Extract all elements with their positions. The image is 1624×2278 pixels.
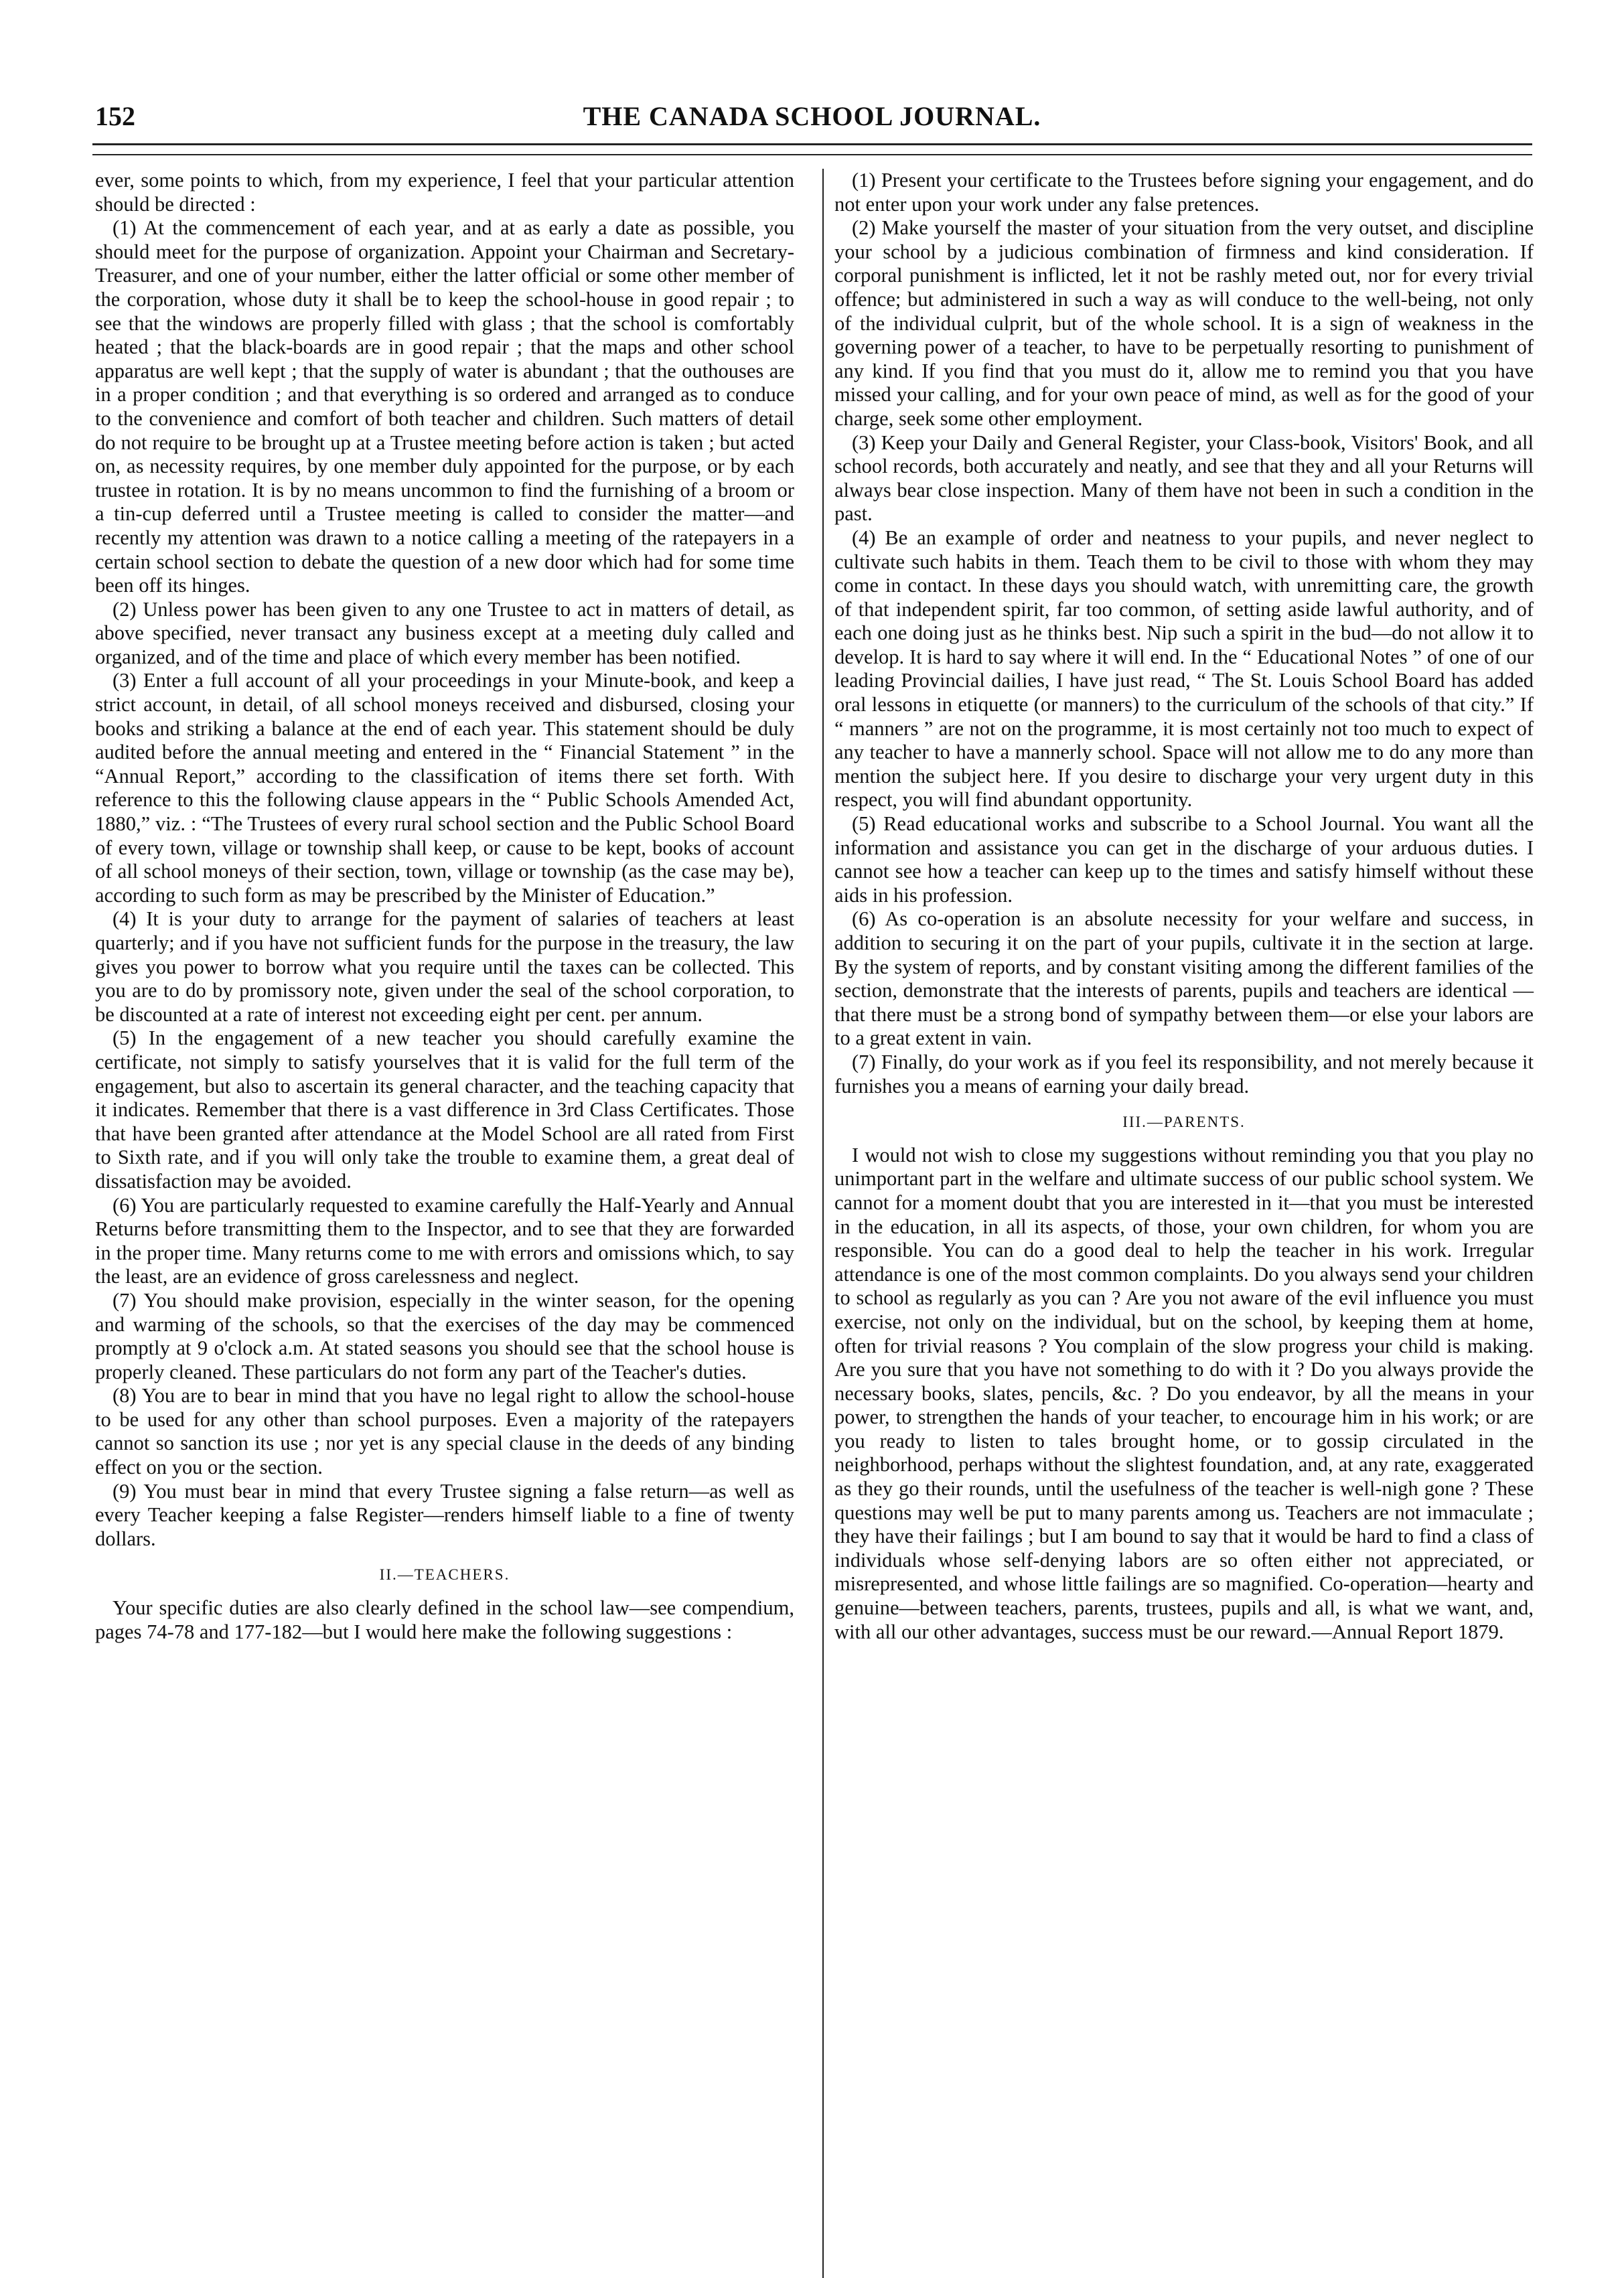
paragraph: (7) Finally, do your work as if you feel its responsibility, and not merely because it furnishes you a means of earning your daily bread.: [834, 1050, 1534, 1097]
paragraph: (1) Present your certificate to the Trustees before signing your engagement, and do not enter upon your work under any false pretences.: [834, 169, 1534, 216]
paragraph: ever, some points to which, from my experience, I feel that your particular attention should be directed :: [95, 169, 794, 216]
right-column: [834, 169, 1534, 1644]
paragraph: I would not wish to close my suggestions without reminding you that you play no unimportant part in the welfare and ultimate success of our public school system. We cannot for a moment doubt that you are interested in it—that you must be interested in the education, in all its aspects, of those, your own children, for whom you are responsible. You can do a good deal to help the teacher in his work. Irregular attendance is one of the most common complaints. Do you always send your children to school as regularly as you can ? Are you not aware of the evil influence you must exercise, not only on the individual, but on the school, by keeping them at home, often for trivial reasons ? You complain of the slow progress your child is making. Are you sure that you have not something to do with it ? Do you always provide the necessary books, slates, pencils, &c. ? Do you endeavor, by all the means in your power, to strengthen the hands of your teacher, to encourage him in his work; or are you ready to listen to tales brought home, or to gossip circulated in the neighborhood, perhaps without the slightest foundation, and, at any rate, exaggerated as they go their rounds, until the usefulness of the teacher is well-nigh gone ? These questions may well be put to many parents among us. Teachers are not immaculate ; they have their failings ; but I am bound to say that it would be hard to find a class of individuals whose self-denying labors are so often either not appreciated, or misrepresented, and whose little failings are so magnified. Co-operation—hearty and genuine—between teachers, parents, trustees, pupils and all, is what we want, and, with all our other advantages, success must be our reward.—Annual Report 1879.: [834, 1143, 1534, 1643]
paragraph: (5) Read educational works and subscribe to a School Journal. You want all the information and assistance you can get in the discharge of your arduous duties. I cannot see how a teacher can keep up to the times and satisfy himself without these aids in his profession.: [834, 812, 1534, 907]
paragraph: (2) Make yourself the master of your situation from the very outset, and discipline your school by a judicious combination of firmness and kind consideration. If corporal punishment is inflicted, let it not be rashly meted out, nor for every trivial offence; but administered in such a way as will conduce to the well-being, not only of the individual culprit, but of the whole school. It is a sign of weakness in the governing power of a teacher, to have to be perpetually resorting to punishment of any kind. If you find that you must do it, allow me to remind you that you have missed your calling, and for your own peace of mind, as well as for the good of your charge, seek some other employment.: [834, 216, 1534, 430]
left-column: [95, 169, 794, 1644]
section-heading-parents: III.—PARENTS.: [1122, 1114, 1246, 1131]
paragraph: (1) At the commencement of each year, and at as early a date as possible, you should meet for the purpose of organization. Appoint your Chairman and Secretary-Treasurer, and one of your number, either the latter official or some other member of the corporation, whose duty it shall be to keep the school-house in good repair ; to see that the windows are properly filled with glass ; that the school is comfortably heated ; that the black-boards are in good repair ; that the maps and other school apparatus are well kept ; that the supply of water is abundant ; that the outhouses are in a proper condition ; and that everything is so ordered and arranged as to conduce to the convenience and comfort of both teacher and children. Such matters of detail do not require to be brought up at a Trustee meeting before action is taken ; but acted on, as necessity requires, by one member duly appointed for the purpose, or by each trustee in rotation. It is by no means uncommon to find the furnishing of a broom or a tin-cup deferred until a Trustee meeting is called to consider the matter—and recently my attention was drawn to a notice calling a meeting of the ratepayers in a certain school section to debate the question of a new door which had for some time been off its hinges.: [95, 216, 794, 597]
paragraph: (4) Be an example of order and neatness to your pupils, and never neglect to cultivate such habits in them. Teach them to be civil to those with whom they may come in contact. In these days you should watch, with unremitting care, the growth of that independent spirit, far too common, of setting aside lawful authority, and of each one doing just as he thinks best. Nip such a spirit in the bud—do not allow it to develop. It is hard to say where it will end. In the “ Educational Notes ” of one of our leading Provincial dailies, I have just read, “ The St. Louis School Board has added oral lessons in etiquette (or manners) to the curriculum of the schools of that city.” If “ manners ” are not on the programme, it is most certainly not too much to expect of any teacher to have a mannerly school. Space will not allow me to do any more than mention the subject here. If you desire to discharge your very urgent duty in this respect, you will find abundant opportunity.: [834, 526, 1534, 812]
paragraph: (3) Enter a full account of all your proceedings in your Minute-book, and keep a strict account, in detail, of all school moneys received and disbursed, closing your books and striking a balance at the end of each year. This statement should be duly audited before the annual meeting and entered in the “ Financial Statement ” in the “Annual Report,” according to the classification of items there set forth. With reference to this the following clause appears in the “ Public Schools Amended Act, 1880,” viz. : “The Trustees of every rural school section and the Public School Board of every town, village or township shall keep, or cause to be kept, books of account of all school moneys of their section, town, village or township (as the case may be), according to such form as may be prescribed by the Minister of Education.”: [95, 669, 794, 907]
paragraph: (3) Keep your Daily and General Register, your Class-book, Visitors' Book, and all school records, both accurately and neatly, and see that they and all your Returns will always bear close inspection. Many of them have not been in such a condition in the past.: [834, 431, 1534, 526]
paragraph: (5) In the engagement of a new teacher you should carefully examine the certificate, not simply to satisfy yourselves that it is valid for the full term of the engagement, but also to ascertain its general character, and the teaching capacity that it indicates. Remember that there is a vast difference in 3rd Class Certificates. Those that have been granted after attendance at the Model School are all rated from First to Sixth rate, and if you will only take the trouble to examine them, a great deal of dissatisfaction may be avoided.: [95, 1027, 794, 1193]
paragraph: (2) Unless power has been given to any one Trustee to act in matters of detail, as above specified, never transact any business except at a meeting duly called and organized, and of the time and place of which every member has been notified.: [95, 597, 794, 668]
page-number: 152: [95, 101, 135, 131]
paragraph: (9) You must bear in mind that every Trustee signing a false return—as well as every Teacher keeping a false Register—renders himself liable to a fine of twenty dollars.: [95, 1479, 794, 1550]
paragraph: (6) You are particularly requested to examine carefully the Half-Yearly and Annual Returns before transmitting them to the Inspector, and to see that they are forwarded in the proper time. Many returns come to me with errors and omissions which, to say the least, are an evidence of gross carelessness and neglect.: [95, 1193, 794, 1288]
paragraph: Your specific duties are also clearly defined in the school law—see compendium, pages 74-78 and 177-182—but I would here make the following suggestions :: [95, 1596, 794, 1643]
paragraph: (7) You should make provision, especially in the winter season, for the opening and warming of the schools, so that the exercises of the day may be commenced promptly at 9 o'clock a.m. At stated seasons you should see that the school house is properly cleaned. These particulars do not form any part of the Teacher's duties.: [95, 1288, 794, 1383]
header-rule-bottom: [92, 154, 1532, 155]
section-heading-teachers: II.—TEACHERS.: [379, 1566, 510, 1584]
journal-title: THE CANADA SCHOOL JOURNAL.: [583, 101, 1041, 131]
paragraph: (8) You are to bear in mind that you have no legal right to allow the school-house to be used for any other than school purposes. Even a majority of the ratepayers cannot so sanction its use ; nor yet is any special clause in the deeds of any binding effect on you or the section.: [95, 1384, 794, 1479]
paragraph: (4) It is your duty to arrange for the payment of salaries of teachers at least quarterly; and if you have not sufficient funds for the purpose in the treasury, the law gives you power to borrow what you require until the taxes can be collected. This you are to do by promissory note, given under the seal of the school corporation, to be discounted at a rate of interest not exceeding eight per cent. per annum.: [95, 907, 794, 1026]
header-rule-top: [92, 143, 1532, 145]
paragraph: (6) As co-operation is an absolute necessity for your welfare and success, in addition to securing it on the part of your pupils, cultivate it in the section at large. By the system of reports, and by constant visiting among the different families of the section, demonstrate that the interests of parents, pupils and teachers are identical —that there must be a strong bond of sympathy between them—or else your labors are to a great extent in vain.: [834, 907, 1534, 1050]
column-divider: [822, 169, 824, 2278]
